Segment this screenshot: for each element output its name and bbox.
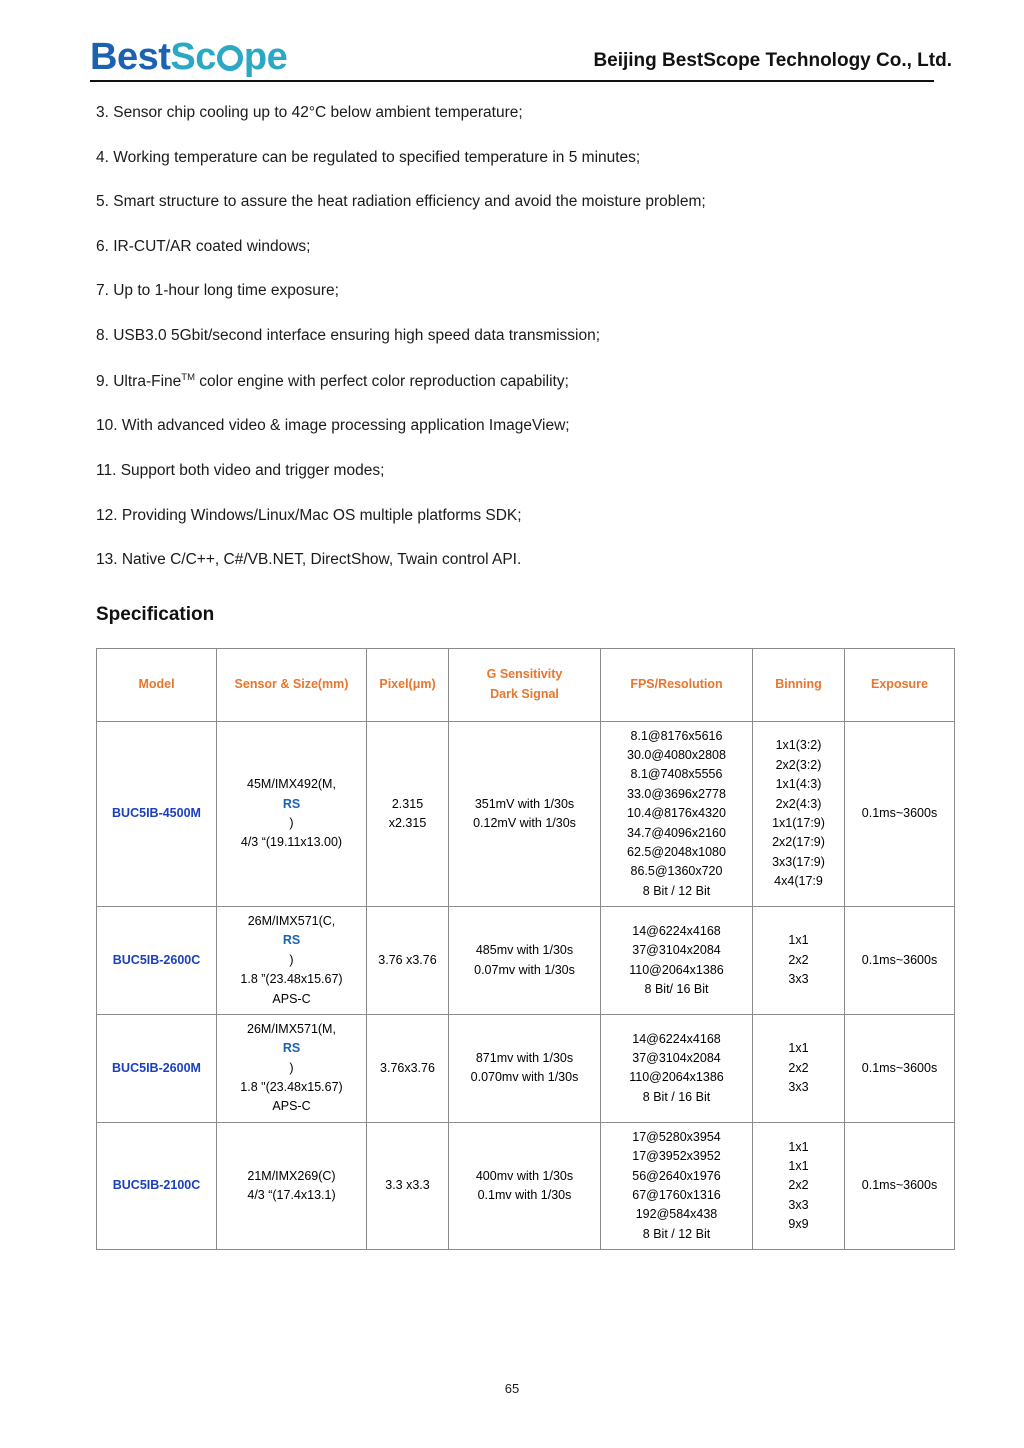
sensor-post: ) <box>289 952 294 967</box>
binning-line: 2x2 <box>788 952 809 967</box>
fps-line: 67@1760x1316 <box>632 1187 721 1202</box>
fps-line: 86.5@1360x720 <box>630 864 723 879</box>
binning-line: 1x1(17:9) <box>772 815 825 830</box>
fps-line: 8.1@7408x5556 <box>630 767 723 782</box>
fps-line: 17@5280x3954 <box>632 1129 721 1144</box>
fps-line: 14@6224x4168 <box>632 923 721 938</box>
binning-line: 1x1 <box>788 933 809 948</box>
header-dark-signal: Dark Signal <box>490 686 559 701</box>
cell-sensitivity <box>449 907 601 1015</box>
fps-line: 17@3952x3952 <box>632 1149 721 1164</box>
cell-pixel: 3.3 x3.3 <box>367 1122 449 1249</box>
binning-line: 1x1 <box>788 1041 809 1056</box>
fps-line: 30.0@4080x2808 <box>627 748 726 763</box>
cell-fps <box>601 1122 753 1249</box>
header-exposure: Exposure <box>845 648 955 721</box>
sensor-line-2: 4/3 “(17.4x13.1) <box>247 1187 336 1202</box>
feature-ultrafine-sup: TM <box>181 371 195 383</box>
cell-sensor <box>217 907 367 1015</box>
binning-line: 1x1(3:2) <box>775 738 822 753</box>
fps-line: 8 Bit / 12 Bit <box>642 1226 711 1241</box>
sensitivity-line-2: 0.12mV with 1/30s <box>473 815 576 830</box>
cell-sensitivity <box>449 1014 601 1122</box>
sensor-rs-label: RS <box>282 796 301 811</box>
binning-line: 3x3 <box>788 1197 809 1212</box>
binning-line: 2x2(4:3) <box>775 796 822 811</box>
binning-line: 2x2(17:9) <box>772 835 825 850</box>
sensor-line-4: APS-C <box>272 1099 311 1114</box>
fps-line: 14@6224x4168 <box>632 1031 721 1046</box>
section-title-specification: Specification <box>96 603 215 625</box>
header-g-sensitivity: G Sensitivity <box>486 667 563 682</box>
header-pixel: Pixel(μm) <box>367 648 449 721</box>
fps-line: 34.7@4096x2160 <box>627 825 726 840</box>
feature-item: 13. Native C/C++, C#/VB.NET, DirectShow, Twain control API. <box>96 551 522 569</box>
fps-line: 37@3104x2084 <box>632 943 721 958</box>
binning-line: 4x4(17:9 <box>774 874 823 888</box>
pixel-line-2: x2.315 <box>388 815 427 830</box>
sensitivity-line-1: 485mv with 1/30s <box>475 943 574 958</box>
company-name: Beijing BestScope Technology Co., Ltd. <box>593 50 952 71</box>
sensor-line-2: 1.8 ”(23.48x15.67) <box>240 972 343 987</box>
sensor-line-1: 26M/IMX571(M, <box>247 1021 336 1036</box>
binning-line: 3x3 <box>788 1080 809 1095</box>
cell-sensor <box>217 1014 367 1122</box>
header-sensitivity <box>449 648 601 721</box>
feature-ultrafine-post: color engine with perfect color reproduction capability; <box>195 372 569 390</box>
table-row <box>97 1014 955 1122</box>
sensitivity-line-1: 400mv with 1/30s <box>475 1168 574 1183</box>
fps-line: 33.0@3696x2778 <box>627 786 726 801</box>
feature-ultrafine-pre: 9. Ultra-Fine <box>96 372 182 390</box>
header-model: Model <box>97 648 217 721</box>
binning-line: 1x1 <box>788 1158 809 1173</box>
cell-model: BUC5IB-2100C <box>97 1122 217 1249</box>
binning-line: 1x1 <box>788 1139 809 1154</box>
fps-line: 8 Bit / 16 Bit <box>642 1089 711 1104</box>
logo-ring-icon <box>217 45 243 71</box>
feature-item: 4. Working temperature can be regulated to specified temperature in 5 minutes; <box>96 148 641 166</box>
binning-line: 9x9 <box>788 1217 809 1231</box>
features-list <box>62 104 962 1250</box>
feature-item: 10. With advanced video & image processing application ImageView; <box>96 417 570 435</box>
binning-line: 2x2(3:2) <box>775 757 822 772</box>
sensor-pre: 26M/IMX571(C, <box>247 914 336 929</box>
sensitivity-line-2: 0.1mv with 1/30s <box>477 1187 572 1202</box>
sensitivity-line-1: 351mV with 1/30s <box>474 796 575 811</box>
feature-item: 8. USB3.0 5Gbit/second interface ensuring high speed data transmission; <box>96 326 601 344</box>
cell-exposure: 0.1ms~3600s <box>845 1014 955 1122</box>
binning-line: 3x3(17:9) <box>772 854 825 869</box>
logo-text-sc: Sc <box>170 36 216 78</box>
sensor-line-3: APS-C <box>272 991 311 1006</box>
cell-pixel: 3.76x3.76 <box>367 1014 449 1122</box>
sensitivity-line-2: 0.070mv with 1/30s <box>470 1070 579 1085</box>
sensor-line-1: 21M/IMX269(C) <box>247 1168 336 1183</box>
table-header-row <box>97 648 955 721</box>
fps-line: 37@3104x2084 <box>632 1051 721 1065</box>
feature-item-ultrafine <box>96 372 928 392</box>
table-row <box>97 721 955 906</box>
cell-sensitivity <box>449 721 601 906</box>
sensitivity-line-2: 0.07mv with 1/30s <box>474 962 575 977</box>
specification-table <box>96 648 955 1250</box>
fps-line: 192@584x438 <box>635 1207 718 1222</box>
feature-item: 12. Providing Windows/Linux/Mac OS multiple platforms SDK; <box>96 506 522 524</box>
fps-line: 8.1@8176x5616 <box>630 728 723 743</box>
cell-exposure: 0.1ms~3600s <box>845 721 955 906</box>
logo-text-best: Best <box>90 36 171 78</box>
cell-fps <box>601 1014 753 1122</box>
feature-item: 3. Sensor chip cooling up to 42°C below ambient temperature; <box>96 104 523 121</box>
header-sensor-size: Sensor & Size(mm) <box>217 648 367 721</box>
cell-pixel: 3.76 x3.76 <box>367 907 449 1015</box>
cell-sensitivity <box>449 1122 601 1249</box>
fps-line: 110@2064x1386 <box>629 962 724 977</box>
fps-line: 56@2640x1976 <box>632 1168 721 1183</box>
sensor-rs-label: RS <box>282 933 301 948</box>
feature-item: 5. Smart structure to assure the heat radiation efficiency and avoid the moisture problem; <box>96 193 706 211</box>
sensitivity-line-1: 871mv with 1/30s <box>475 1051 574 1065</box>
sensor-line-3: 4/3 “(19.11x13.00) <box>240 835 343 850</box>
header-fps-resolution: FPS/Resolution <box>601 648 753 721</box>
header-binning: Binning <box>753 648 845 721</box>
cell-model: BUC5IB-2600M <box>97 1014 217 1122</box>
sensor-rs-label: RS <box>282 1041 301 1056</box>
sensor-line-1: 45M/IMX492(M, <box>247 777 336 792</box>
cell-exposure: 0.1ms~3600s <box>845 907 955 1015</box>
pixel-line-1: 2.315 <box>391 796 424 811</box>
fps-line: 8 Bit / 12 Bit <box>642 883 711 898</box>
fps-line: 8 Bit/ 16 Bit <box>644 981 709 996</box>
cell-binning <box>753 1014 845 1122</box>
header-divider <box>90 80 934 82</box>
cell-binning <box>753 907 845 1015</box>
cell-fps <box>601 907 753 1015</box>
cell-binning <box>753 1122 845 1249</box>
binning-line: 1x1(4:3) <box>775 777 822 792</box>
binning-line: 2x2 <box>788 1178 809 1193</box>
cell-sensor <box>217 1122 367 1249</box>
logo-text-pe: pe <box>243 36 288 78</box>
cell-model: BUC5IB-4500M <box>97 721 217 906</box>
cell-binning <box>753 721 845 906</box>
fps-line: 110@2064x1386 <box>629 1070 724 1085</box>
feature-item: 6. IR-CUT/AR coated windows; <box>96 237 311 255</box>
page-header <box>62 0 962 82</box>
sensor-rs-close: ) <box>289 815 294 830</box>
bestscope-logo <box>90 38 287 76</box>
fps-line: 62.5@2048x1080 <box>627 844 726 859</box>
fps-line: 10.4@8176x4320 <box>627 806 726 821</box>
binning-line: 2x2 <box>788 1060 809 1075</box>
table-row <box>97 1122 955 1249</box>
cell-model: BUC5IB-2600C <box>97 907 217 1015</box>
sensor-rs-close: ) <box>289 1060 294 1075</box>
cell-sensor <box>217 721 367 906</box>
binning-line: 3x3 <box>788 972 809 987</box>
feature-item: 11. Support both video and trigger modes; <box>96 461 385 479</box>
cell-fps <box>601 721 753 906</box>
feature-item: 7. Up to 1-hour long time exposure; <box>96 282 339 300</box>
sensor-line-3: 1.8 "(23.48x15.67) <box>240 1080 343 1095</box>
cell-pixel <box>367 721 449 906</box>
cell-exposure: 0.1ms~3600s <box>845 1122 955 1249</box>
table-row <box>97 907 955 1015</box>
page-number: 65 <box>504 1381 520 1396</box>
